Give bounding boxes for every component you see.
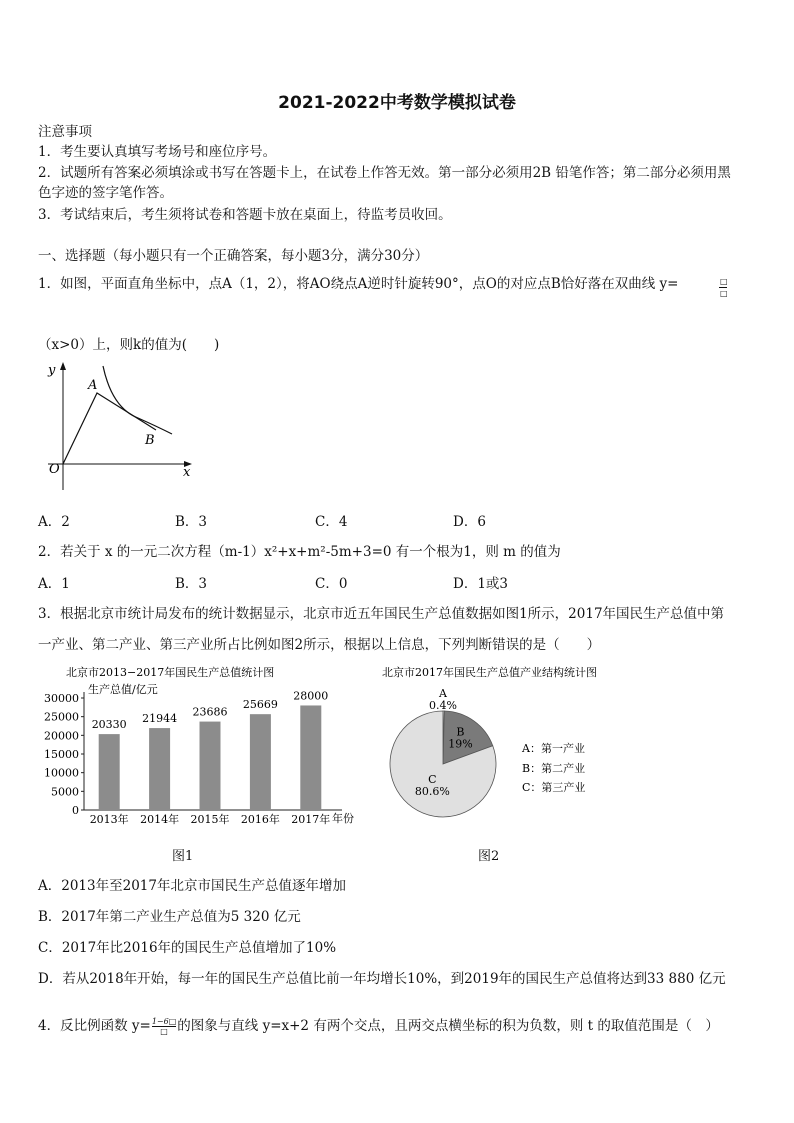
notice-item-1: 1．考生要认真填写考场号和座位序号。 (38, 144, 277, 160)
q1-option-c[interactable]: C．4 (315, 514, 348, 530)
bar-chart-ytick-label: 0 (72, 804, 79, 817)
q4-text-before: 4．反比例函数 y= (38, 1018, 151, 1034)
bar-category-label: 2016年 (240, 813, 280, 826)
q3-option-a[interactable]: A．2013年至2017年北京市国民生产总值逐年增加 (38, 878, 346, 894)
bar-chart-ylabel: 生产总值/亿元 (88, 683, 158, 696)
question-2-text: 2．若关于 x 的一元二次方程（m-1）x²+x+m²-5m+3=0 有一个根为1，则 m 的值为 (38, 544, 561, 560)
q1-graph (38, 360, 198, 495)
legend-item-b: B：第二产业 (522, 762, 586, 775)
q4-frac-num: 1−6□ (151, 1017, 177, 1026)
bar-chart-ytick-label: 10000 (44, 766, 79, 780)
notice-item-3: 3．考试结束后，考生须将试卷和答题卡放在桌面上，待监考员收回。 (38, 207, 452, 223)
bar-chart-title: 北京市2013−2017年国民生产总值统计图 (66, 666, 275, 679)
bar-category-label: 2014年 (140, 813, 180, 826)
bar-category-label: 2013年 (89, 813, 129, 826)
bar (200, 722, 221, 810)
bar-category-label: 2015年 (190, 813, 230, 826)
figure-2-caption: 图2 (478, 849, 500, 864)
pie-label-b-value: 19% (448, 737, 473, 751)
q1-segments (63, 393, 156, 464)
q1-option-b[interactable]: B．3 (175, 514, 208, 530)
q4-text-after: 的图象与直线 y=x+2 有两个交点，且两交点横坐标的积为负数，则 t 的取值范围是（ ） (177, 1018, 719, 1034)
bar-chart-ytick-label: 30000 (44, 692, 79, 705)
q1-frac-den: □ (720, 289, 728, 298)
q1-frac-bar (719, 287, 727, 288)
pie-label-a: A (439, 687, 447, 700)
pie-chart-title: 北京市2017年国民生产总值产业结构统计图 (382, 666, 597, 679)
notice-heading: 注意事项 (38, 124, 92, 140)
pie-label-b: B (456, 725, 465, 739)
q3-option-d[interactable]: D．若从2018年开始，每一年的国民生产总值比前一年均增长10%，到2019年的国民生产总值将达到33 880 亿元 (38, 971, 726, 987)
q2-option-b[interactable]: B．3 (175, 576, 208, 592)
bar-chart-ytick-label: 25000 (44, 710, 79, 724)
bar-category-label: 2017年 (291, 813, 331, 826)
bar (300, 705, 321, 810)
question-3-text: 3．根据北京市统计局发布的统计数据显示，北京市近五年国民生产总值数据如图1所示，2017年国民生产总值中第 (38, 606, 725, 622)
q1-o-label: O (49, 462, 60, 477)
q4-frac-den: □ (160, 1027, 168, 1036)
bar-value-label: 23686 (192, 705, 228, 719)
bar-value-label: 21944 (142, 712, 178, 726)
pie-label-a-value: 0.4% (429, 699, 457, 712)
bar-value-label: 20330 (91, 718, 127, 732)
notice-item-2: 2．试题所有答案必须填涂或书写在答题卡上，在试卷上作答无效。第一部分必须用2B 铅笔作答；第二部分必须用黑 (38, 165, 731, 181)
q1-y-label: y (48, 363, 56, 378)
section-heading: 一、选择题（每小题只有一个正确答案，每小题3分，满分30分） (38, 248, 429, 264)
bar-chart-ytick-label: 15000 (44, 748, 79, 761)
q2-option-d[interactable]: D．1或3 (453, 576, 509, 592)
q1-option-a[interactable]: A．2 (38, 514, 70, 530)
q4-fraction (152, 1017, 176, 1036)
q2-option-a[interactable]: A．1 (38, 576, 70, 592)
q3-option-b[interactable]: B．2017年第二产业生产总值为5 320 亿元 (38, 909, 301, 925)
q1-frac-num: □ (720, 277, 728, 286)
question-3-text-cont: 一产业、第二产业、第三产业所占比例如图2所示，根据以上信息，下列判断错误的是（ ） (38, 637, 601, 653)
bar-chart-ytick-label: 20000 (44, 729, 79, 743)
q1-b-label: B (145, 433, 155, 448)
bar-chart-xlabel: 年份 (332, 812, 354, 825)
bar-value-label: 28000 (293, 689, 329, 703)
q3-option-c[interactable]: C．2017年比2016年的国民生产总值增加了10% (38, 940, 337, 956)
q1-a-label: A (88, 378, 98, 393)
question-4-text (38, 1014, 719, 1036)
question-1-text: 1．如图，平面直角坐标中，点A（1，2），将AO绕点A逆时针旋转90°，点O的对应点B恰好落在双曲线 y= (38, 276, 679, 292)
bar-value-label: 25669 (242, 698, 278, 712)
legend-item-a: A：第一产业 (522, 742, 585, 755)
question-1-text-cont: （x>0）上，则k的值为( ) (38, 337, 220, 353)
pie-label-c: C (428, 773, 437, 787)
bar (99, 734, 120, 810)
figure-1-caption: 图1 (172, 849, 194, 864)
bar (250, 714, 271, 810)
q1-x-label: x (183, 465, 191, 480)
q2-option-c[interactable]: C．0 (315, 576, 348, 592)
pie-chart (376, 660, 636, 835)
bar-chart-ytick-label: 5000 (51, 785, 79, 799)
page-title: 2021-2022中考数学模拟试卷 (278, 93, 516, 113)
pie-label-c-value: 80.6% (414, 785, 450, 799)
q1-y-arrow (60, 362, 66, 370)
notice-item-2-cont: 色字迹的签字笔作答。 (38, 185, 173, 201)
bar-chart (36, 660, 366, 835)
q1-hyperbola (103, 366, 172, 434)
legend-item-c: C：第三产业 (522, 781, 586, 794)
bar (149, 728, 170, 810)
q1-option-d[interactable]: D．6 (453, 514, 486, 530)
